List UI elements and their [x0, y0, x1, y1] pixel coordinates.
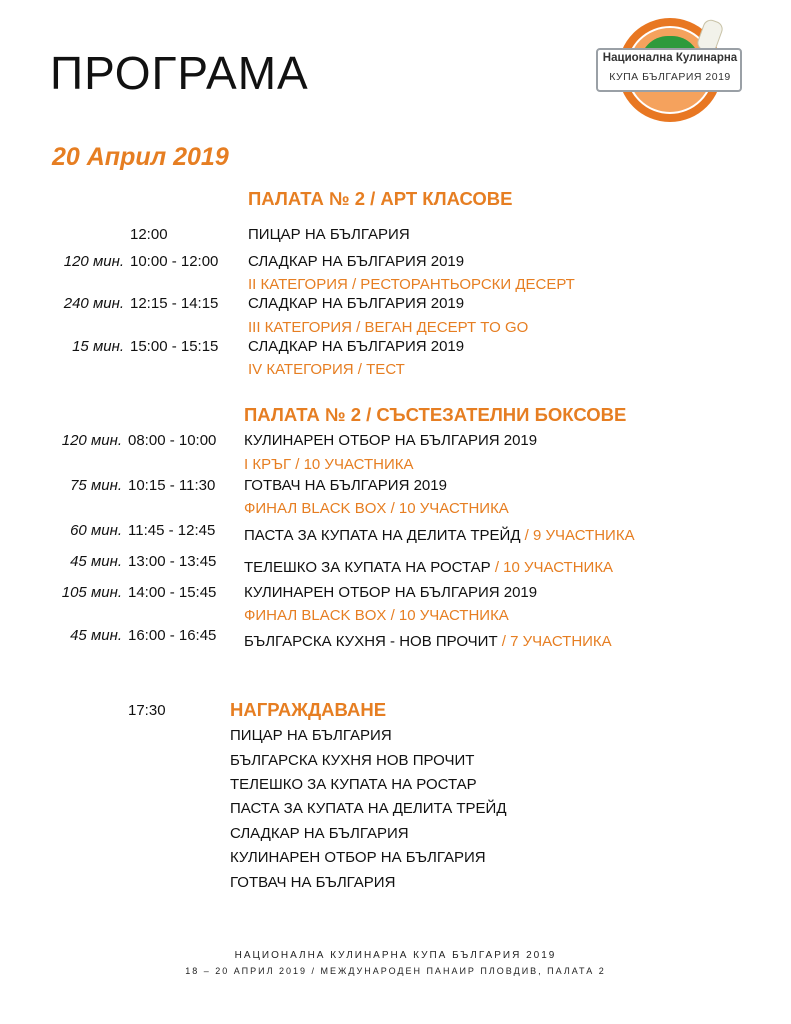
schedule-event: ТЕЛЕШКО ЗА КУПАТА НА РОСТАР [244, 559, 491, 576]
schedule-time: 12:00 [130, 226, 168, 243]
schedule-event-line [244, 559, 613, 576]
section-heading-art-classes: ПАЛАТА № 2 / АРТ КЛАСОВЕ [248, 188, 513, 209]
schedule-duration: 240 мин. [63, 295, 124, 312]
participants-count: / 10 УЧАСТНИКА [490, 559, 614, 576]
schedule-duration: 45 мин. [70, 553, 122, 570]
logo-line2: КУПА БЪЛГАРИЯ 2019 [609, 71, 731, 83]
awards-heading: НАГРАЖДАВАНЕ [230, 699, 387, 720]
schedule-event: БЪЛГАРСКА КУХНЯ - НОВ ПРОЧИТ [244, 633, 498, 650]
schedule-duration: 120 мин. [61, 432, 122, 449]
awards-item: СЛАДКАР НА БЪЛГАРИЯ [230, 825, 409, 842]
schedule-detail: II КАТЕГОРИЯ / РЕСТОРАНТЬОРСКИ ДЕСЕРТ [248, 276, 575, 293]
event-date: 20 Април 2019 [52, 143, 229, 171]
schedule-time: 15:00 - 15:15 [130, 338, 219, 355]
awards-item: ПИЦАР НА БЪЛГАРИЯ [230, 727, 392, 744]
awards-time: 17:30 [128, 702, 166, 719]
footer-title: НАЦИОНАЛНА КУЛИНАРНА КУПА БЪЛГАРИЯ 2019 [234, 950, 557, 961]
schedule-event: СЛАДКАР НА БЪЛГАРИЯ 2019 [248, 338, 465, 355]
section-heading-competition-boxes: ПАЛАТА № 2 / СЪСТЕЗАТЕЛНИ БОКСОВЕ [244, 404, 627, 425]
schedule-time: 13:00 - 13:45 [128, 553, 217, 570]
schedule-event-line [244, 633, 612, 650]
schedule-event: ПИЦАР НА БЪЛГАРИЯ [248, 226, 410, 243]
schedule-event: СЛАДКАР НА БЪЛГАРИЯ 2019 [248, 295, 465, 312]
participants-count: / 7 УЧАСТНИКА [497, 633, 612, 650]
schedule-time: 12:15 - 14:15 [130, 295, 219, 312]
footer-venue: 18 – 20 АПРИЛ 2019 / МЕЖДУНАРОДЕН ПАНАИР ПЛОВДИВ, ПАЛАТА 2 [185, 966, 606, 976]
schedule-duration: 105 мин. [61, 584, 122, 601]
schedule-detail: IV КАТЕГОРИЯ / ТЕСТ [248, 361, 405, 378]
schedule-event: ГОТВАЧ НА БЪЛГАРИЯ 2019 [244, 477, 447, 494]
schedule-detail: III КАТЕГОРИЯ / ВЕГАН ДЕСЕРТ TO GO [248, 319, 529, 336]
awards-item: ТЕЛЕШКО ЗА КУПАТА НА РОСТАР [230, 776, 477, 793]
schedule-event: КУЛИНАРЕН ОТБОР НА БЪЛГАРИЯ 2019 [244, 584, 538, 601]
schedule-detail: ФИНАЛ BLACK BOX / 10 УЧАСТНИКА [244, 607, 509, 624]
logo-line1: Национална Кулинарна [602, 52, 738, 64]
schedule-duration: 120 мин. [63, 253, 124, 270]
awards-item: ПАСТА ЗА КУПАТА НА ДЕЛИТА ТРЕЙД [230, 800, 507, 817]
awards-item: КУЛИНАРЕН ОТБОР НА БЪЛГАРИЯ [230, 849, 486, 866]
awards-item: ГОТВАЧ НА БЪЛГАРИЯ [230, 874, 396, 891]
schedule-time: 16:00 - 16:45 [128, 627, 217, 644]
schedule-event: КУЛИНАРЕН ОТБОР НА БЪЛГАРИЯ 2019 [244, 432, 538, 449]
schedule-time: 08:00 - 10:00 [128, 432, 217, 449]
logo [596, 18, 746, 130]
schedule-time: 10:15 - 11:30 [128, 477, 216, 494]
schedule-event: ПАСТА ЗА КУПАТА НА ДЕЛИТА ТРЕЙД [244, 527, 521, 544]
schedule-detail: ФИНАЛ BLACK BOX / 10 УЧАСТНИКА [244, 500, 509, 517]
schedule-duration: 45 мин. [70, 627, 122, 644]
awards-item: БЪЛГАРСКА КУХНЯ НОВ ПРОЧИТ [230, 752, 475, 769]
page-title: ПРОГРАМА [50, 47, 309, 99]
schedule-event: СЛАДКАР НА БЪЛГАРИЯ 2019 [248, 253, 465, 270]
schedule-duration: 60 мин. [70, 522, 122, 539]
schedule-event-line [244, 527, 635, 544]
schedule-time: 11:45 - 12:45 [128, 522, 216, 539]
schedule-time: 14:00 - 15:45 [128, 584, 217, 601]
schedule-time: 10:00 - 12:00 [130, 253, 219, 270]
schedule-duration: 15 мин. [72, 338, 124, 355]
schedule-detail: I КРЪГ / 10 УЧАСТНИКА [244, 456, 414, 473]
schedule-duration: 75 мин. [70, 477, 122, 494]
participants-count: / 9 УЧАСТНИКА [520, 527, 635, 544]
